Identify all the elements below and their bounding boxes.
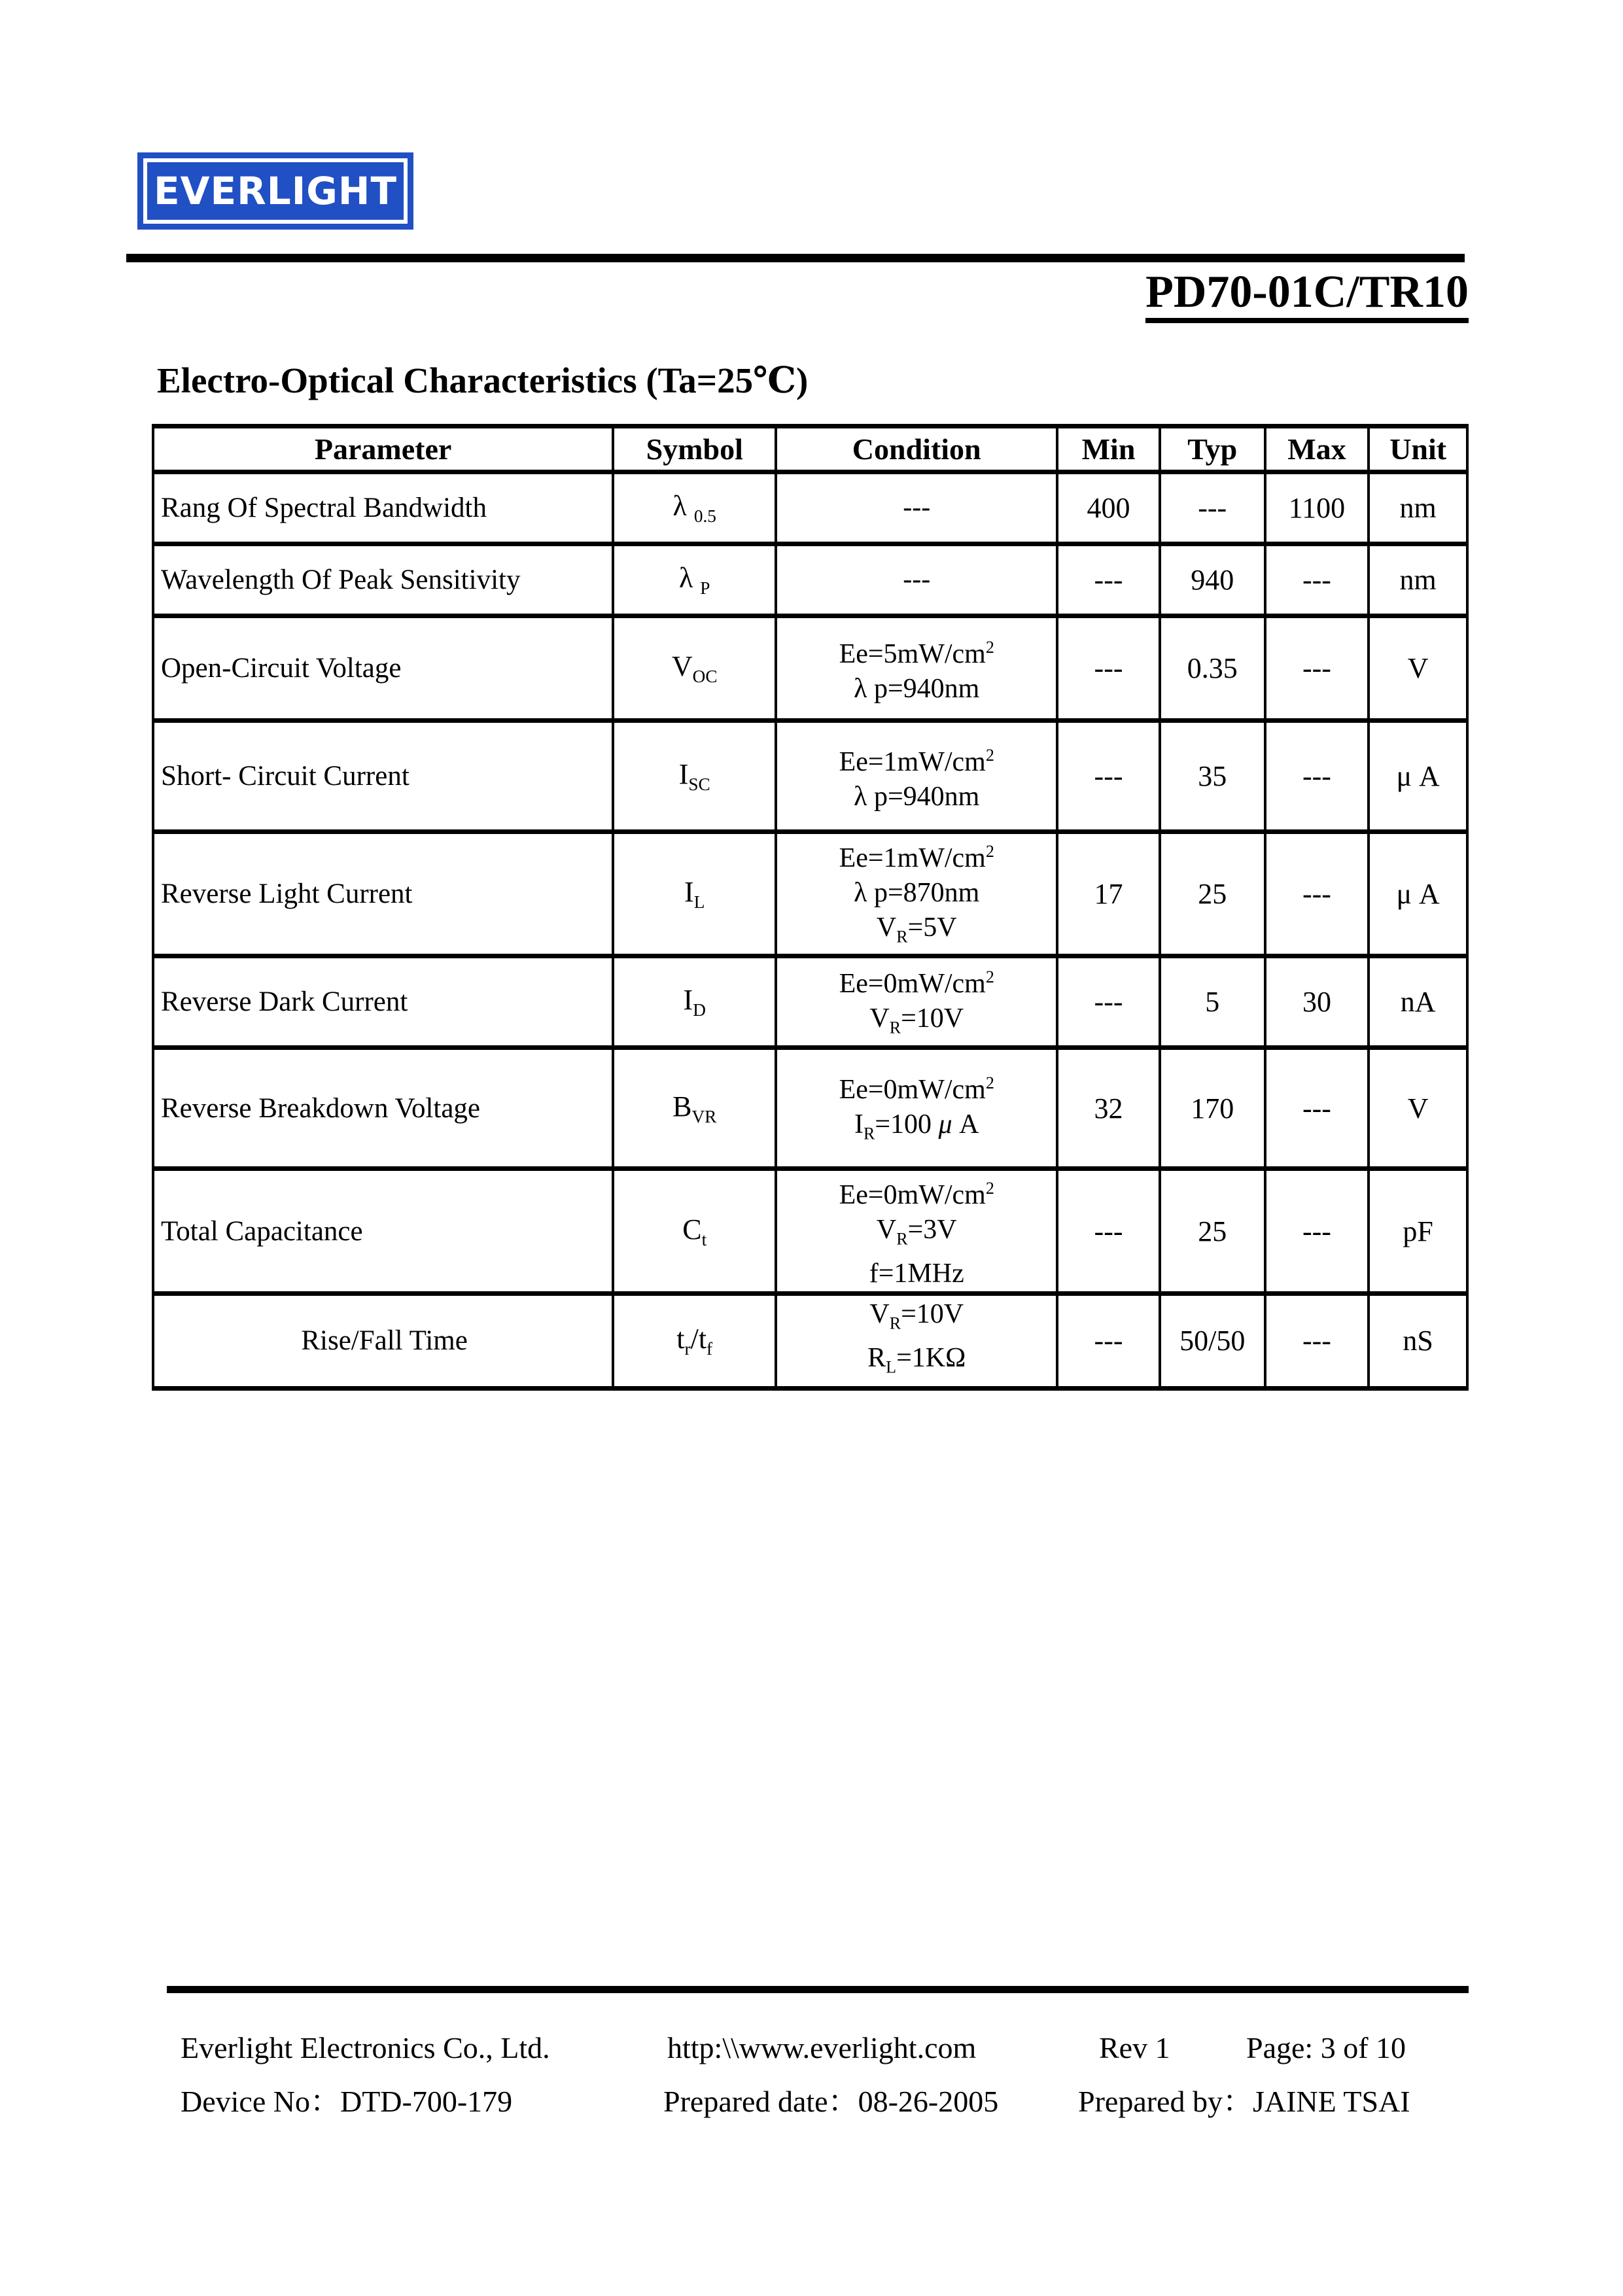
text-segment: Ee=0mW/cm <box>839 1075 986 1105</box>
text-segment: V <box>671 650 693 683</box>
text-segment: f <box>707 1339 713 1359</box>
text-segment: OC <box>692 666 718 686</box>
text-segment: SC <box>688 774 710 794</box>
cell-condition <box>776 472 1057 544</box>
cell-typ: 0.35 <box>1160 616 1265 721</box>
condition-line <box>781 960 1052 1001</box>
cell-symbol <box>613 1048 776 1169</box>
condition-line <box>781 1297 1052 1340</box>
cell-unit: nm <box>1369 472 1467 544</box>
cell-condition <box>776 832 1057 956</box>
eo-characteristics-table <box>152 424 1469 1391</box>
cell-typ: 35 <box>1160 721 1265 832</box>
everlight-logo <box>137 152 413 230</box>
cell-max: --- <box>1265 1293 1369 1388</box>
condition-line <box>781 1213 1052 1256</box>
text-segment: R <box>867 1342 886 1373</box>
text-segment: P <box>700 578 710 598</box>
column-header-symbol: Symbol <box>613 426 776 472</box>
cell-condition <box>776 721 1057 832</box>
text-segment: I <box>854 1109 864 1140</box>
footer-url: http:\\www.everlight.com <box>667 2031 977 2064</box>
text-segment: =5V <box>907 913 957 943</box>
text-segment: =1K <box>896 1342 946 1373</box>
cell-min: --- <box>1057 544 1160 616</box>
cell-symbol <box>613 1169 776 1293</box>
cell-max: --- <box>1265 616 1369 721</box>
text-segment: Ee=5mW/cm <box>839 639 986 669</box>
text-segment: =10V <box>901 1299 964 1330</box>
section-title: Electro-Optical Characteristics (Ta=25℃) <box>157 360 809 400</box>
table-row <box>153 1048 1467 1169</box>
cell-max: 30 <box>1265 956 1369 1048</box>
text-segment: 2 <box>985 1073 994 1093</box>
table-body <box>153 472 1467 1389</box>
text-segment: D <box>693 1000 706 1020</box>
cell-parameter: Rang Of Spectral Bandwidth <box>153 472 613 544</box>
cell-min: --- <box>1057 956 1160 1048</box>
condition-line <box>781 876 1052 911</box>
text-segment: --- <box>903 565 931 595</box>
cell-unit: nS <box>1369 1293 1467 1388</box>
text-segment: C <box>682 1213 702 1245</box>
cell-symbol <box>613 1293 776 1388</box>
table-row <box>153 472 1467 544</box>
text-segment: λ <box>678 562 701 595</box>
text-segment: R <box>896 927 908 947</box>
text-segment: λ p=870nm <box>854 878 980 908</box>
text-segment: 2 <box>985 746 994 765</box>
footer-company: Everlight Electronics Co., Ltd. <box>181 2031 550 2064</box>
condition-line <box>781 563 1052 597</box>
text-segment: 2 <box>985 638 994 657</box>
table-row <box>153 956 1467 1048</box>
cell-max: --- <box>1265 1169 1369 1293</box>
part-number-title: PD70-01C/TR10 <box>1145 268 1469 323</box>
cell-symbol <box>613 956 776 1048</box>
cell-typ: 170 <box>1160 1048 1265 1169</box>
condition-line <box>781 738 1052 780</box>
cell-symbol <box>613 544 776 616</box>
condition-line <box>781 1107 1052 1151</box>
text-segment: L <box>886 1357 897 1377</box>
table-row <box>153 832 1467 956</box>
cell-parameter: Wavelength Of Peak Sensitivity <box>153 544 613 616</box>
text-segment: Ee=1mW/cm <box>839 747 986 777</box>
text-segment: R <box>889 1313 901 1333</box>
text-segment: λ p=940nm <box>854 782 980 812</box>
condition-line <box>781 1257 1052 1291</box>
text-segment: λ <box>672 490 694 523</box>
text-segment: V <box>869 1003 890 1034</box>
text-segment: 2 <box>985 1179 994 1198</box>
cell-parameter: Open-Circuit Voltage <box>153 616 613 721</box>
cell-symbol <box>613 472 776 544</box>
text-segment: Ee=0mW/cm <box>839 968 986 999</box>
text-segment: =10V <box>901 1003 964 1034</box>
text-segment: I <box>678 758 689 791</box>
footer-page-number: Page: 3 of 10 <box>1246 2031 1406 2064</box>
cell-symbol <box>613 832 776 956</box>
text-segment: =3V <box>907 1215 957 1245</box>
footer-prepared-date: Prepared date：08-26-2005 <box>663 2085 999 2118</box>
condition-line <box>781 780 1052 814</box>
cell-min: --- <box>1057 1169 1160 1293</box>
cell-typ: 25 <box>1160 832 1265 956</box>
condition-line <box>781 834 1052 876</box>
cell-typ: 25 <box>1160 1169 1265 1293</box>
table-row <box>153 721 1467 832</box>
cell-min: 17 <box>1057 832 1160 956</box>
condition-line <box>781 1341 1052 1384</box>
condition-line <box>781 911 1052 954</box>
cell-parameter: Total Capacitance <box>153 1169 613 1293</box>
text-segment: Ω <box>945 1342 966 1373</box>
text-segment: t <box>676 1323 685 1355</box>
text-segment: VR <box>691 1106 717 1126</box>
cell-min: --- <box>1057 616 1160 721</box>
cell-symbol <box>613 616 776 721</box>
text-segment: V <box>876 1215 897 1245</box>
cell-condition <box>776 1293 1057 1388</box>
condition-line <box>781 630 1052 672</box>
cell-min: 400 <box>1057 472 1160 544</box>
cell-max: --- <box>1265 1048 1369 1169</box>
cell-max: --- <box>1265 721 1369 832</box>
text-segment: B <box>672 1090 692 1122</box>
column-header-typ: Typ <box>1160 426 1265 472</box>
text-segment: V <box>876 913 897 943</box>
text-segment: L <box>693 892 705 913</box>
footer-rule <box>167 1986 1469 1993</box>
cell-condition <box>776 1169 1057 1293</box>
cell-parameter: Reverse Light Current <box>153 832 613 956</box>
table-row <box>153 616 1467 721</box>
cell-condition <box>776 956 1057 1048</box>
cell-condition <box>776 1048 1057 1169</box>
condition-line <box>781 491 1052 525</box>
text-segment: I <box>684 876 694 909</box>
text-segment: 2 <box>985 967 994 986</box>
cell-parameter: Short- Circuit Current <box>153 721 613 832</box>
cell-unit: V <box>1369 616 1467 721</box>
cell-min: --- <box>1057 721 1160 832</box>
cell-symbol <box>613 721 776 832</box>
cell-max: 1100 <box>1265 472 1369 544</box>
text-segment: V <box>869 1299 890 1330</box>
text-segment: t <box>701 1229 707 1249</box>
text-segment: --- <box>903 493 931 523</box>
cell-unit: nm <box>1369 544 1467 616</box>
footer-prepared-by: Prepared by：JAINE TSAI <box>1078 2085 1410 2118</box>
text-segment: 0.5 <box>693 506 716 526</box>
cell-min: --- <box>1057 1293 1160 1388</box>
cell-unit: μ A <box>1369 721 1467 832</box>
text-segment: r <box>684 1339 691 1359</box>
cell-unit: pF <box>1369 1169 1467 1293</box>
column-header-max: Max <box>1265 426 1369 472</box>
footer-rev: Rev 1 <box>1099 2031 1170 2064</box>
text-segment: /t <box>690 1323 707 1355</box>
condition-line <box>781 1066 1052 1107</box>
cell-max: --- <box>1265 544 1369 616</box>
text-segment: R <box>863 1124 875 1143</box>
cell-condition <box>776 616 1057 721</box>
column-header-unit: Unit <box>1369 426 1467 472</box>
header-rule <box>126 254 1465 262</box>
cell-unit: V <box>1369 1048 1467 1169</box>
cell-max: --- <box>1265 832 1369 956</box>
cell-parameter: Reverse Dark Current <box>153 956 613 1048</box>
cell-unit: μ A <box>1369 832 1467 956</box>
condition-line <box>781 1001 1052 1045</box>
condition-line <box>781 672 1052 706</box>
text-segment: Ee=1mW/cm <box>839 843 986 873</box>
condition-line <box>781 1171 1052 1213</box>
cell-unit: nA <box>1369 956 1467 1048</box>
table-header-row <box>153 426 1467 472</box>
cell-typ: 940 <box>1160 544 1265 616</box>
footer-device-no: Device No：DTD-700-179 <box>181 2085 513 2118</box>
cell-min: 32 <box>1057 1048 1160 1169</box>
column-header-min: Min <box>1057 426 1160 472</box>
cell-typ: 5 <box>1160 956 1265 1048</box>
text-segment: =100 <box>875 1109 939 1140</box>
table-row <box>153 544 1467 616</box>
text-segment: λ p=940nm <box>854 674 980 704</box>
text-segment: R <box>896 1229 908 1249</box>
text-segment: μ <box>938 1109 952 1140</box>
text-segment: Ee=0mW/cm <box>839 1180 986 1211</box>
text-segment: 2 <box>985 842 994 861</box>
column-header-condition: Condition <box>776 426 1057 472</box>
everlight-logo-text: EVERLIGHT <box>143 158 408 224</box>
cell-parameter: Reverse Breakdown Voltage <box>153 1048 613 1169</box>
cell-typ: --- <box>1160 472 1265 544</box>
cell-condition <box>776 544 1057 616</box>
text-segment: I <box>683 984 693 1017</box>
cell-typ: 50/50 <box>1160 1293 1265 1388</box>
text-segment: f=1MHz <box>869 1258 964 1289</box>
text-segment: A <box>952 1109 979 1140</box>
cell-parameter: Rise/Fall Time <box>153 1293 613 1388</box>
table-row <box>153 1293 1467 1388</box>
table-row <box>153 1169 1467 1293</box>
column-header-parameter: Parameter <box>153 426 613 472</box>
text-segment: R <box>889 1018 901 1037</box>
